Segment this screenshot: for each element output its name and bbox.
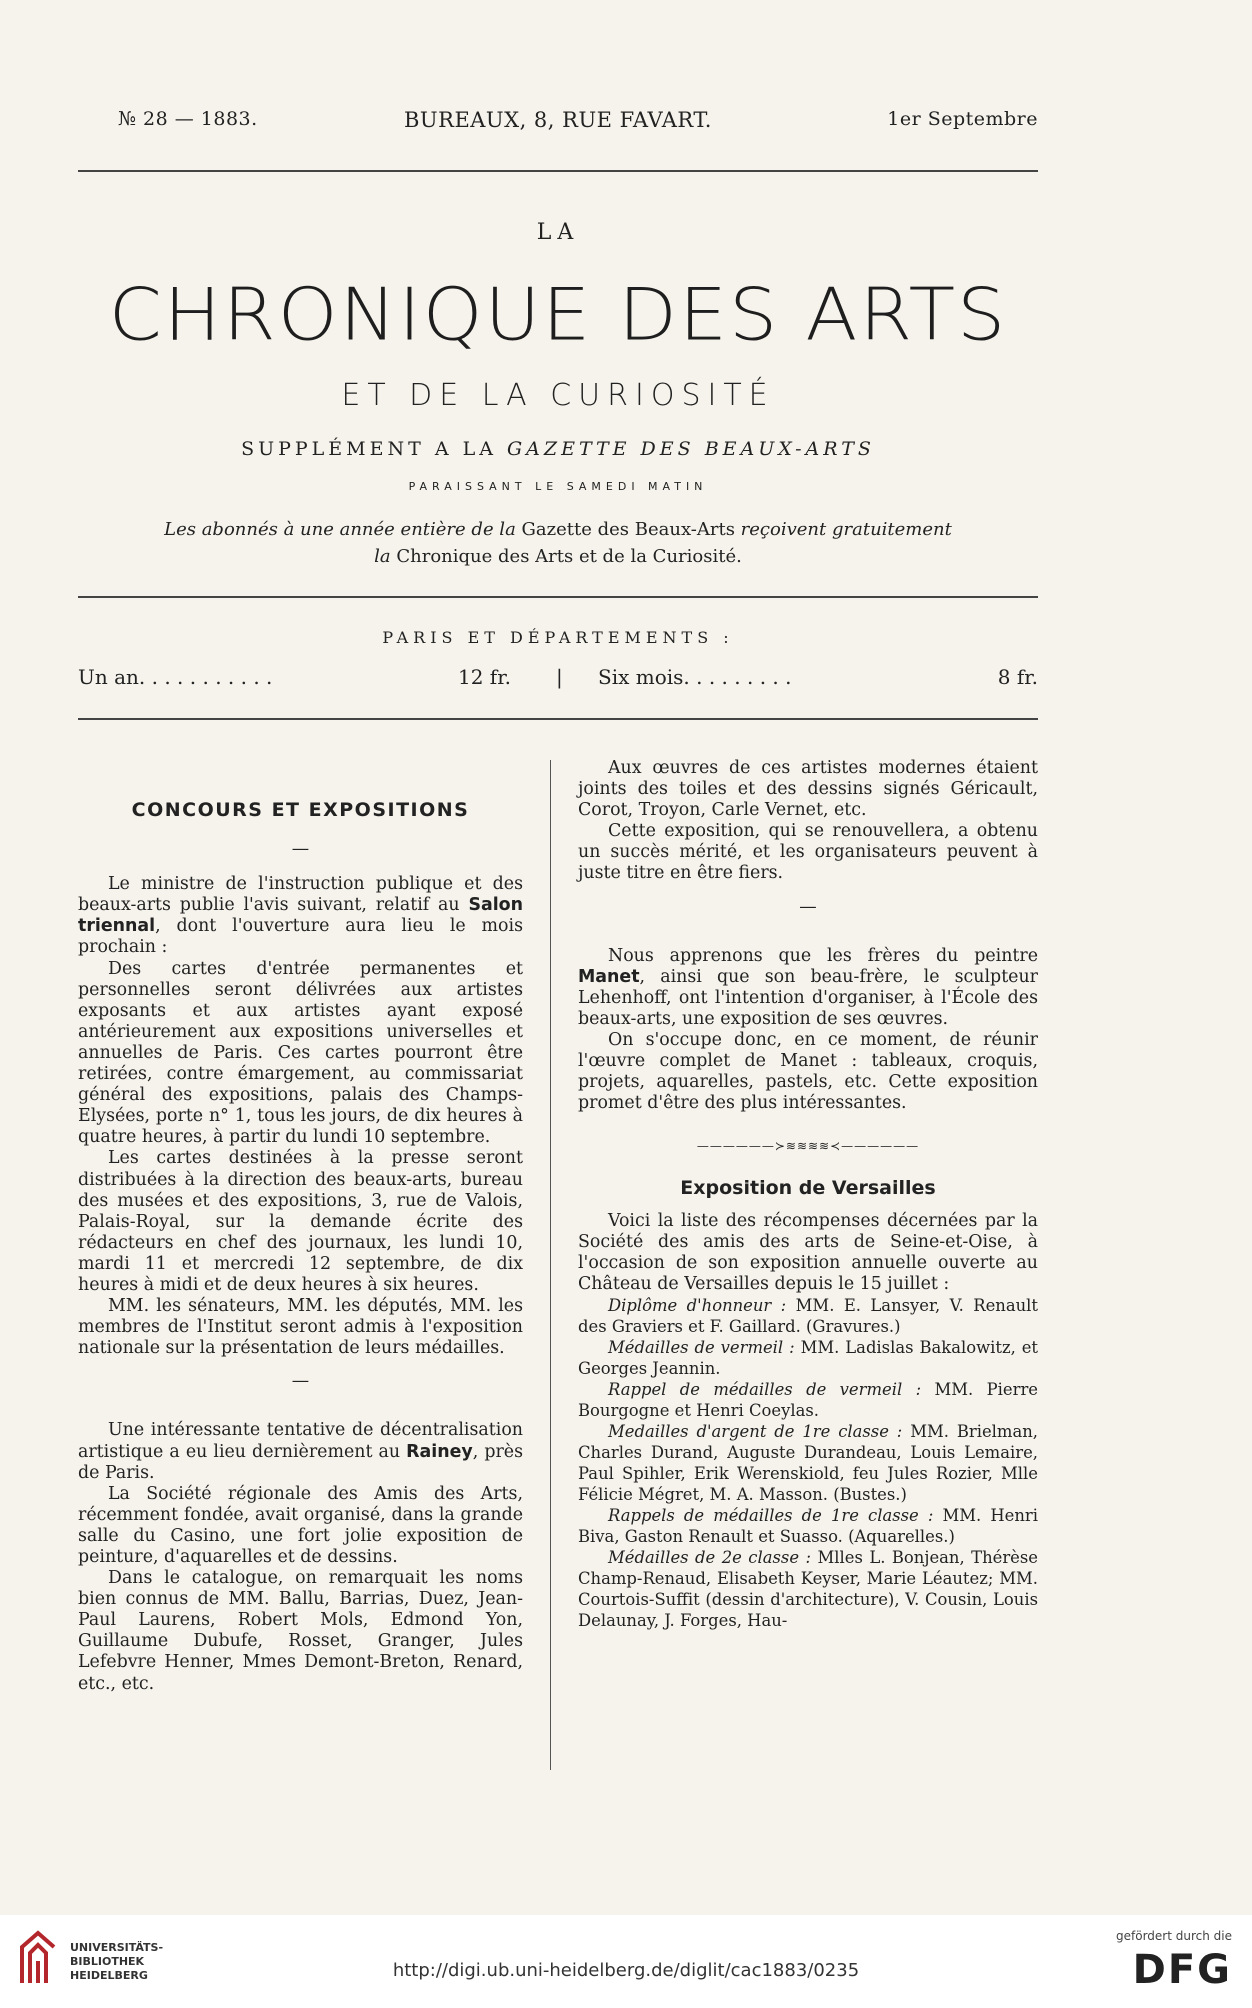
issue-number: № 28 — 1883. <box>118 108 258 130</box>
paragraph: Voici la liste des récompenses décernées par la Société des amis des arts de Seine-et-Oise, à l'occasion de son exposition annuelle ouverte au Château de Versailles depuis le 15 juillet : <box>578 1210 1038 1294</box>
award-category: Diplôme d'honneur : <box>608 1295 787 1315</box>
award-recipients: Mlles L. Bonjean, Thérèse Champ-Renaud, Elisabeth Keyser, Marie Léautez; MM. Courtois-Suffit (dessin d'architecture), V. Cousin, Louis Delaunay, J. Forges, Hau- <box>578 1547 1038 1630</box>
list-item <box>578 1337 1038 1379</box>
publication-frequency: PARAISSANT LE SAMEDI MATIN <box>408 480 708 493</box>
text: , ainsi que son beau-frère, le sculpteur Lehenhoff, ont l'intention d'organiser, à l'École des beaux-arts, une exposition de ses œuvres. <box>578 966 1038 1029</box>
award-recipients: MM. Pierre Bourgogne et Henri Coeylas. <box>578 1379 1038 1420</box>
paragraph <box>78 874 523 958</box>
paragraph: La Société régionale des Amis des Arts, récemment fondée, avait organisé, dans la grande salle du Casino, une fort jolie exposition de peinture, d'aquarelles et de dessins. <box>78 1483 523 1567</box>
sponsor-logo: DFG <box>1132 1947 1232 1993</box>
paragraph: Aux œuvres de ces artistes modernes étaient joints des toiles et des dessins signés Géricault, Corot, Troyon, Carle Vernet, etc. <box>578 758 1038 821</box>
ornament-divider: ——————≻≋≋≋≋≺—————— <box>696 1139 920 1154</box>
text: Une intéressante tentative de décentralisation artistique a eu lieu dernièrement au <box>78 1420 523 1462</box>
paragraph: Des cartes d'entrée permanentes et personnelles seront délivrées aux artistes exposants et aux artistes ayant exposé antérieurement aux expositions universelles et annuelles de Paris. Ces cartes pourront être retirées, contre émargement, au commissariat général des expositions, palais des Champs-Elysées, porte n° 1, tous les jours, de dix heures à quatre heures, à partir du lundi 10 septembre. <box>78 958 523 1148</box>
award-recipients: MM. E. Lansyer, V. Renault des Graviers et F. Gaillard. (Gravures.) <box>578 1295 1039 1336</box>
masthead-article: LA <box>536 220 580 245</box>
emphasis: Manet <box>578 966 640 987</box>
separator-dash: — <box>799 896 817 917</box>
award-category: Rappel de médailles de vermeil : <box>608 1379 922 1399</box>
award-category: Rappels de médailles de 1re classe : <box>608 1505 934 1525</box>
viewer-footer <box>0 1915 1252 2008</box>
supplement-prefix: SUPPLÉMENT A LA <box>241 438 507 460</box>
award-recipients: MM. Brielman, Charles Durand, Auguste Durandeau, Louis Lemaire, Paul Spihler, Erik Werenskiold, feu Jules Rozier, Mlle Félicie Mégret, M. A. Masson. (Bustes.) <box>578 1421 1038 1504</box>
subscriber-notice <box>78 516 1038 570</box>
emphasis: Salon triennal <box>78 895 523 937</box>
issue-date: 1er Septembre <box>887 108 1038 130</box>
list-item <box>578 1547 1038 1631</box>
supplement-gazette: GAZETTE DES BEAUX-ARTS <box>506 438 875 460</box>
text: Le ministre de l'instruction publique et des beaux-arts publie l'avis suivant, relatif au <box>78 874 523 916</box>
paragraph: MM. les sénateurs, MM. les députés, MM. les membres de l'Institut seront admis à l'exposition nationale sur la présentation de leurs médailles. <box>78 1296 523 1359</box>
paragraph: Cette exposition, qui se renouvellera, a obtenu un succès mérité, et les organisateurs peuvent à juste titre en être fiers. <box>578 821 1038 884</box>
list-item <box>578 1505 1038 1547</box>
award-recipients: MM. Ladislas Bakalowitz, et Georges Jeannin. <box>578 1337 1039 1378</box>
text: , dont l'ouverture aura lieu le mois prochain : <box>78 916 523 958</box>
paragraph: Les cartes destinées à la presse seront distribuées à la direction des beaux-arts, bureau des musées et des expositions, 3, rue de Valois, Palais-Royal, sur la demande écrite des rédacteurs en chef des journaux, les lundi 10, mardi 11 et mercredi 12 septembre, de dix heures à midi et de deux heures à six heures. <box>78 1148 523 1295</box>
masthead-subtitle: ET DE LA CURIOSITÉ <box>341 378 775 413</box>
list-item <box>578 1379 1038 1421</box>
library-name-line: HEIDELBERG <box>70 1969 148 1982</box>
notice-part: la <box>374 546 391 567</box>
award-category: Médailles de vermeil : <box>608 1337 795 1357</box>
notice-part: Chronique des Arts et de la Curiosité. <box>390 546 742 567</box>
text: Nous apprenons que les frères du peintre <box>608 945 1038 966</box>
paragraph: On s'occupe donc, en ce moment, de réunir l'œuvre complet de Manet : tableaux, croquis, projets, aquarelles, pastels, etc. Cette exposition promet d'être des plus intéressantes. <box>578 1030 1038 1114</box>
supplement-line <box>78 438 1038 460</box>
prices-rule <box>78 718 1038 720</box>
section-heading: Exposition de Versailles <box>680 1176 936 1199</box>
separator-dash: — <box>291 839 310 860</box>
year-price: 12 fr. <box>458 665 511 689</box>
award-category: Médailles de 2e classe : <box>608 1547 812 1567</box>
notice-part: reçoivent gratuitement <box>740 519 952 540</box>
half-year-label: Six mois. . . . . . . . . <box>598 665 792 689</box>
award-recipients: MM. Henri Biva, Gaston Renault et Suasso. (Aquarelles.) <box>578 1505 1038 1546</box>
header-rule <box>78 170 1038 172</box>
year-label: Un an. . . . . . . . . . . <box>78 665 273 689</box>
paragraph: Dans le catalogue, on remarquait les noms bien connus de MM. Ballu, Barrias, Duez, Jean-Paul Laurens, Robert Mols, Edmond Yon, Guillaume Dubufe, Rosset, Granger, Jules Lefebvre Henner, Mmes Demont-Breton, Renard, etc., etc. <box>78 1568 523 1694</box>
subscription-heading: PARIS ET DÉPARTEMENTS : <box>382 628 734 647</box>
section-heading: CONCOURS ET EXPOSITIONS <box>131 799 470 821</box>
masthead-title: CHRONIQUE DES ARTS <box>108 272 1008 357</box>
emphasis: Rainey <box>406 1441 473 1462</box>
text: , près de Paris. <box>78 1441 524 1483</box>
paragraph <box>78 1420 523 1483</box>
library-name-line: BIBLIOTHEK <box>70 1955 145 1968</box>
notice-part: Les abonnés à une année entière de la <box>164 519 516 540</box>
masthead-rule <box>78 596 1038 598</box>
list-item <box>578 1295 1038 1337</box>
notice-part: Gazette des Beaux-Arts <box>515 519 741 540</box>
list-item <box>578 1421 1038 1505</box>
separator-dash: — <box>291 1371 310 1392</box>
paragraph <box>578 946 1038 1030</box>
price-divider: | <box>556 665 563 689</box>
half-year-price: 8 fr. <box>997 665 1038 689</box>
permalink-url[interactable]: http://digi.ub.uni-heidelberg.de/diglit/cac1883/0235 <box>392 1960 860 1981</box>
column-divider <box>550 760 551 1770</box>
awards-list <box>578 1295 1038 1631</box>
library-name-line: UNIVERSITÄTS- <box>70 1941 164 1954</box>
award-category: Medailles d'argent de 1re classe : <box>608 1421 903 1441</box>
left-column <box>78 758 523 1695</box>
sponsor-label: gefördert durch die <box>1116 1929 1232 1943</box>
office-address: BUREAUX, 8, RUE FAVART. <box>404 108 712 132</box>
right-column <box>578 758 1038 1631</box>
